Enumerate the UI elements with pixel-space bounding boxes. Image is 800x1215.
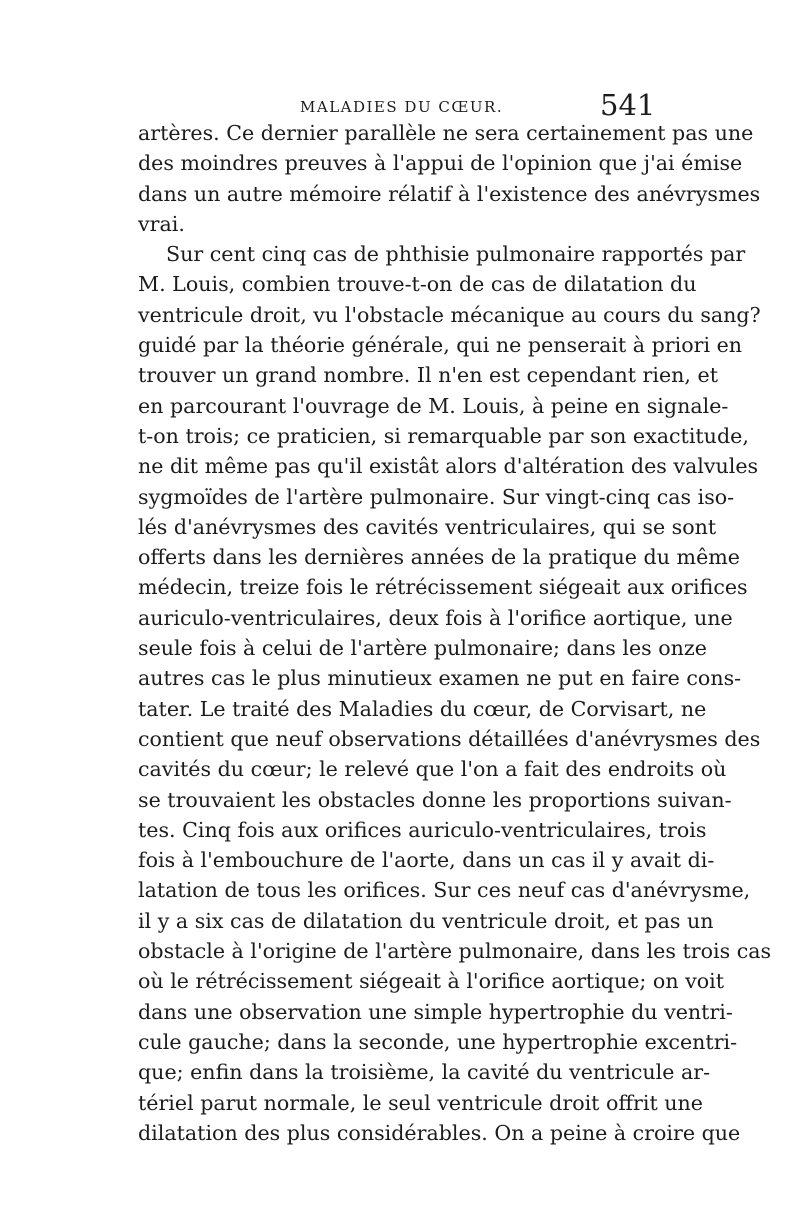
text-line: t-on trois; ce praticien, si remarquable par son exactitude, — [138, 423, 749, 448]
text-line: lés d'anévrysmes des cavités ventriculaires, qui se sont — [138, 514, 717, 539]
body-text — [138, 118, 772, 1148]
text-line: où le rétrécissement siégeait à l'orifice aortique; on voit — [138, 969, 725, 994]
text-line: dans une observation une simple hypertrophie du ventri- — [138, 999, 733, 1024]
text-line: seule fois à celui de l'artère pulmonaire; dans les onze — [138, 636, 707, 661]
text-line: trouver un grand nombre. Il n'en est cependant rien, et — [138, 363, 718, 388]
text-line: dans un autre mémoire rélatif à l'existence des anévrysmes — [138, 181, 761, 206]
text-line: Sur cent cinq cas de phthisie pulmonaire rapportés par — [166, 242, 746, 267]
text-line: vrai. — [138, 211, 185, 236]
text-line: tater. Le traité des Maladies du cœur, de Corvisart, ne — [138, 696, 707, 721]
text-line: des moindres preuves à l'appui de l'opinion que j'ai émise — [138, 151, 743, 176]
text-line: cule gauche; dans la seconde, une hypertrophie excentri- — [138, 1029, 738, 1054]
text-line: M. Louis, combien trouve-t-on de cas de dilatation du — [138, 272, 697, 297]
text-line: latation de tous les orifices. Sur ces neuf cas d'anévrysme, — [138, 878, 751, 903]
text-line: artères. Ce dernier parallèle ne sera certainement pas une — [138, 121, 754, 145]
running-title: MALADIES DU CŒUR. — [300, 98, 504, 116]
text-line: ne dit même pas qu'il existât alors d'altération des valvules — [138, 454, 759, 479]
text-line: guidé par la théorie générale, qui ne penserait à priori en — [138, 333, 743, 358]
text-line: ventricule droit, vu l'obstacle mécanique au cours du sang? — [138, 302, 761, 327]
text-line: que; enfin dans la troisième, la cavité du ventricule ar- — [138, 1060, 711, 1085]
text-line: sygmoïdes de l'artère pulmonaire. Sur vingt-cinq cas iso- — [138, 484, 735, 509]
text-line: fois à l'embouchure de l'aorte, dans un cas il y avait di- — [138, 848, 715, 873]
text-line: médecin, treize fois le rétrécissement siégeait aux orifices — [138, 575, 748, 600]
text-line: contient que neuf observations détaillées d'anévrysmes des — [138, 726, 761, 751]
text-line: en parcourant l'ouvrage de M. Louis, à peine en signale- — [138, 393, 729, 418]
text-line: obstacle à l'origine de l'artère pulmonaire, dans les trois cas — [138, 939, 772, 964]
text-line: se trouvaient les obstacles donne les proportions suivan- — [138, 787, 732, 812]
page-number: 541 — [600, 88, 656, 122]
text-line: tériel parut normale, le seul ventricule droit offrit une — [138, 1090, 703, 1115]
text-line: tes. Cinq fois aux orifices auriculo-ventriculaires, trois — [138, 817, 707, 842]
text-line: dilatation des plus considérables. On a peine à croire que — [138, 1120, 741, 1145]
text-line: auriculo-ventriculaires, deux fois à l'orifice aortique, une — [138, 605, 733, 630]
text-line: il y a six cas de dilatation du ventricule droit, et pas un — [138, 908, 714, 933]
text-line: offerts dans les dernières années de la pratique du même — [138, 545, 740, 570]
text-line: cavités du cœur; le relevé que l'on a fait des endroits où — [138, 757, 727, 782]
text-line: autres cas le plus minutieux examen ne put en faire cons- — [138, 666, 742, 691]
